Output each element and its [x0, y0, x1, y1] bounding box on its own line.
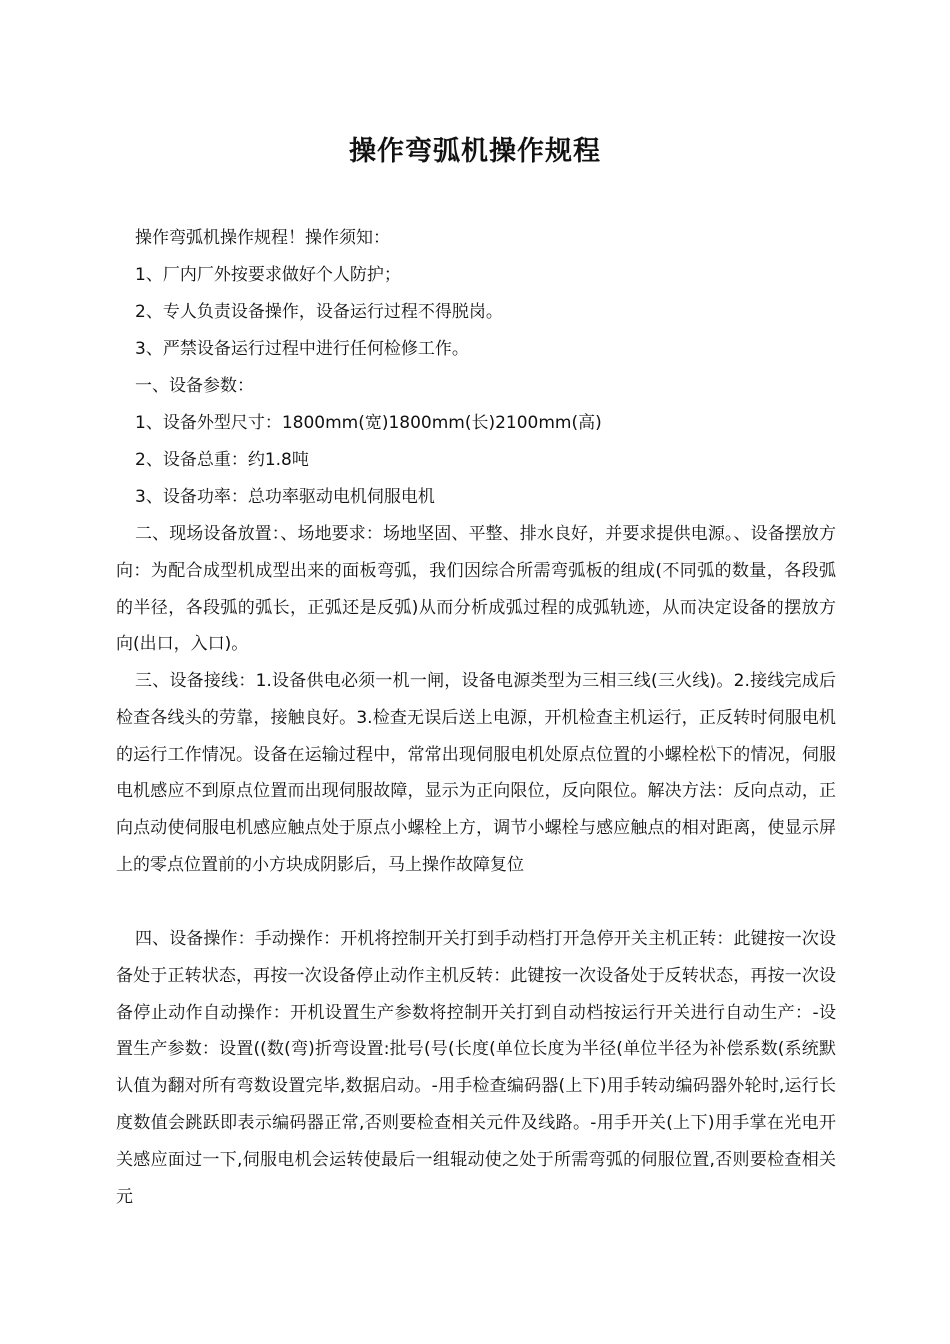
document-title: 操作弯弧机操作规程 [349, 136, 601, 167]
notice-item-1: 1、厂内厂外按要求做好个人防护； [135, 265, 401, 285]
section-placement: 二、现场设备放置：、场地要求：场地坚固、平整、排水良好，并要求提供电源。、设备摆放方向：为配合成型机成型出来的面板弯弧，我们因综合所需弯弧板的组成(不同弧的数量，各段弧的半径，各段弧的弧长，正弧还是反弧)从而分析成弧过程的成弧轨迹，从而决定设备的摆放方向(出口，入口)。 [116, 524, 836, 655]
param-item-2: 2、设备总重：约1.8吨 [135, 450, 309, 470]
section-wiring: 三、设备接线：1.设备供电必须一机一闸，设备电源类型为三相三线(三火线)。2.接线完成后检查各线头的劳靠，接触良好。3.检查无误后送上电源，开机检查主机运行，正反转时伺服电机的运行工作情况。设备在运输过程中，常常出现伺服电机处原点位置的小螺栓松下的情况，伺服电机感应不到原点位置而出现伺服故障，显示为正向限位，反向限位。解决方法：反向点动，正向点动使伺服电机感应触点处于原点小螺栓上方，调节小螺栓与感应触点的相对距离，使显示屏上的零点位置前的小方块成阴影后，马上操作故障复位 [116, 671, 836, 875]
param-item-1: 1、设备外型尺寸：1800mm(宽)1800mm(长)2100mm(高) [135, 413, 602, 433]
notice-item-2: 2、专人负责设备操作，设备运行过程不得脱岗。 [135, 302, 503, 322]
param-item-3: 3、设备功率：总功率驱动电机伺服电机 [135, 487, 435, 507]
section-operation: 四、设备操作：手动操作：开机将控制开关打到手动档打开急停开关主机正转：此键按一次设备处于正转状态，再按一次设备停止动作主机反转：此键按一次设备处于反转状态，再按一次设备停止动作自动操作：开机设置生产参数将控制开关打到自动档按运行开关进行自动生产：-设置生产参数：设置((数(弯)折弯设置:批号(号(长度(单位长度为半径(单位半径为补偿系数(系统默认值为翻对所有弯数设置完毕,数据启动。-用手检查编码器(上下)用手转动编码器外轮时,运行长度数值会跳跃即表示编码器正常,否则要检查相关元件及线路。-用手开关(上下)用手掌在光电开关感应面过一下,伺服电机会运转使最后一组辊动使之处于所需弯弧的伺服位置,否则要检查相关元 [116, 929, 836, 1207]
notice-item-3: 3、严禁设备运行过程中进行任何检修工作。 [135, 339, 469, 359]
section-heading-params: 一、设备参数： [135, 376, 254, 396]
intro-line: 操作弯弧机操作规程！操作须知： [135, 228, 390, 248]
